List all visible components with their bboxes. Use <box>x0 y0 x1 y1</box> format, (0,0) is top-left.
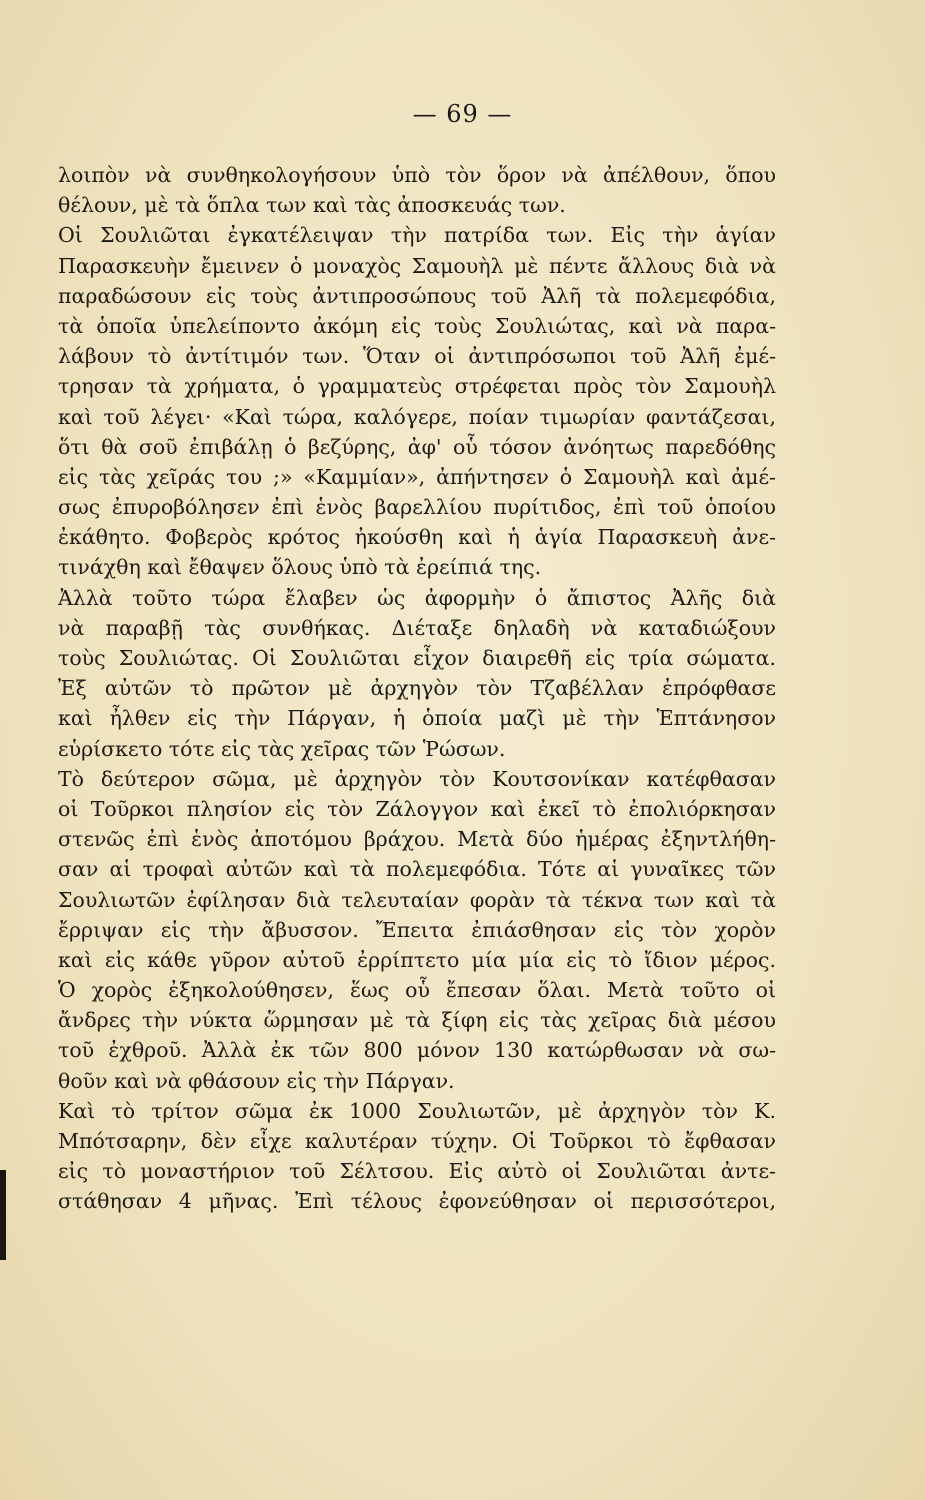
text-line: καὶ εἰς κάθε γῦρον αὐτοῦ ἐρρίπτετο μία μία εἰς τὸ ἴδιον μέρος. <box>58 947 776 972</box>
text-line: εἰς τὰς χεῖράς του ;» «Καμμίαν», ἀπήντησεν ὁ Σαμουὴλ καὶ ἀμέ- <box>58 464 776 489</box>
text-line: ἔρριψαν εἰς τὴν ἄβυσσον. Ἔπειτα ἐπιάσθησαν εἰς τὸν χορὸν <box>58 917 776 942</box>
text-line: Μπότσαρην, δὲν εἶχε καλυτέραν τύχην. Οἱ Τοῦρκοι τὸ ἔφθασαν <box>58 1129 776 1153</box>
text-line: οἱ Τοῦρκοι πλησίον εἰς τὸν Ζάλογγον καὶ ἐκεῖ τὸ ἐπολιόρκησαν <box>58 796 776 821</box>
text-line: Τὸ δεύτερον σῶμα, μὲ ἀρχηγὸν τὸν Κουτσονίκαν κατέφθασαν <box>58 766 776 791</box>
page-number: — 69 — <box>412 100 513 128</box>
text-line: ἐκάθητο. Φοβερὸς κρότος ἠκούσθη καὶ ἡ ἁγία Παρασκευὴ ἀνε- <box>58 525 776 550</box>
text-line: λάβουν τὸ ἀντίτιμόν των. Ὅταν οἱ ἀντιπρόσωποι τοῦ Ἀλῆ ἐμέ- <box>58 344 776 369</box>
text-line: τρησαν τὰ χρήματα, ὁ γραμματεὺς στρέφεται πρὸς τὸν Σαμουὴλ <box>58 374 776 399</box>
text-line: καὶ ἦλθεν εἰς τὴν Πάργαν, ἡ ὁποία μαζὶ μὲ τὴν Ἑπτάνησον <box>58 706 776 731</box>
binding-edge-mark <box>0 1170 6 1260</box>
text-line: Παρασκευὴν ἔμεινεν ὁ μοναχὸς Σαμουὴλ μὲ πέντε ἄλλους διὰ νὰ <box>58 253 776 278</box>
text-line: ἄνδρες τὴν νύκτα ὥρμησαν μὲ τὰ ξίφη εἰς τὰς χεῖρας διὰ μέσου <box>58 1008 776 1033</box>
text-line: τοὺς Σουλιώτας. Οἱ Σουλιῶται εἶχον διαιρεθῆ εἰς τρία σώματα. <box>58 646 776 670</box>
text-line: Ὁ χορὸς ἐξηκολούθησεν, ἕως οὗ ἔπεσαν ὅλαι. Μετὰ τοῦτο οἱ <box>58 978 776 1003</box>
text-line: τινάχθη καὶ ἔθαψεν ὅλους ὑπὸ τὰ ἐρείπιά της. <box>58 555 542 580</box>
text-line: Ἀλλὰ τοῦτο τώρα ἔλαβεν ὡς ἀφορμὴν ὁ ἄπιστος Ἀλῆς διὰ <box>58 585 776 610</box>
text-line: σως ἐπυροβόλησεν ἐπὶ ἑνὸς βαρελλίου πυρίτιδος, ἐπὶ τοῦ ὁποίου <box>58 495 776 520</box>
text-line: Οἱ Σουλιῶται ἐγκατέλειψαν τὴν πατρίδα των. Εἰς τὴν ἁγίαν <box>58 223 776 248</box>
text-line: τοῦ ἐχθροῦ. Ἀλλὰ ἐκ τῶν 800 μόνον 130 κατώρθωσαν νὰ σω- <box>58 1038 776 1063</box>
text-line: παραδώσουν εἰς τοὺς ἀντιπροσώπους τοῦ Ἀλῆ τὰ πολεμεφόδια, <box>58 283 776 308</box>
text-line: θοῦν καὶ νὰ φθάσουν εἰς τὴν Πάργαν. <box>58 1068 455 1093</box>
text-line: στενῶς ἐπὶ ἑνὸς ἀποτόμου βράχου. Μετὰ δύο ἡμέρας ἐξηντλήθη- <box>58 827 776 852</box>
text-line: εἰς τὸ μοναστήριον τοῦ Σέλτσου. Εἰς αὐτὸ οἱ Σουλιῶται ἀντε- <box>58 1159 776 1184</box>
text-line: Σουλιωτῶν ἐφίλησαν διὰ τελευταίαν φορὰν τὰ τέκνα των καὶ τὰ <box>58 887 776 912</box>
text-line: Καὶ τὸ τρίτον σῶμα ἐκ 1000 Σουλιωτῶν, μὲ ἀρχηγὸν τὸν Κ. <box>58 1098 776 1123</box>
text-line: Ἐξ αὐτῶν τὸ πρῶτον μὲ ἀρχηγὸν τὸν Τζαβέλλαν ἐπρόφθασε <box>58 676 776 701</box>
text-line: στάθησαν 4 μῆνας. Ἐπὶ τέλους ἐφονεύθησαν οἱ περισσότεροι, <box>58 1189 776 1214</box>
text-line: σαν αἱ τροφαὶ αὐτῶν καὶ τὰ πολεμεφόδια. Τότε αἱ γυναῖκες τῶν <box>58 857 776 882</box>
text-line: καὶ τοῦ λέγει· «Καὶ τώρα, καλόγερε, ποίαν τιμωρίαν φαντάζεσαι, <box>58 404 776 429</box>
text-line: λοιπὸν νὰ συνθηκολογήσουν ὑπὸ τὸν ὅρον νὰ ἀπέλθουν, ὅπου <box>58 163 776 187</box>
body-text <box>58 160 776 1217</box>
text-line: εὑρίσκετο τότε εἰς τὰς χεῖρας τῶν Ῥώσων. <box>58 736 506 761</box>
text-line: τὰ ὁποῖα ὑπελείποντο ἀκόμη εἰς τοὺς Σουλιώτας, καὶ νὰ παρα- <box>58 313 776 338</box>
text-line: θέλουν, μὲ τὰ ὅπλα των καὶ τὰς ἀποσκευάς των. <box>58 193 566 218</box>
text-line: νὰ παραβῇ τὰς συνθήκας. Διέταξε δηλαδὴ νὰ καταδιώξουν <box>58 615 776 640</box>
text-line: ὅτι θὰ σοῦ ἐπιβάλῃ ὁ βεζύρης, ἀφ' οὗ τόσον ἀνόητως παρεδόθης <box>58 434 776 459</box>
